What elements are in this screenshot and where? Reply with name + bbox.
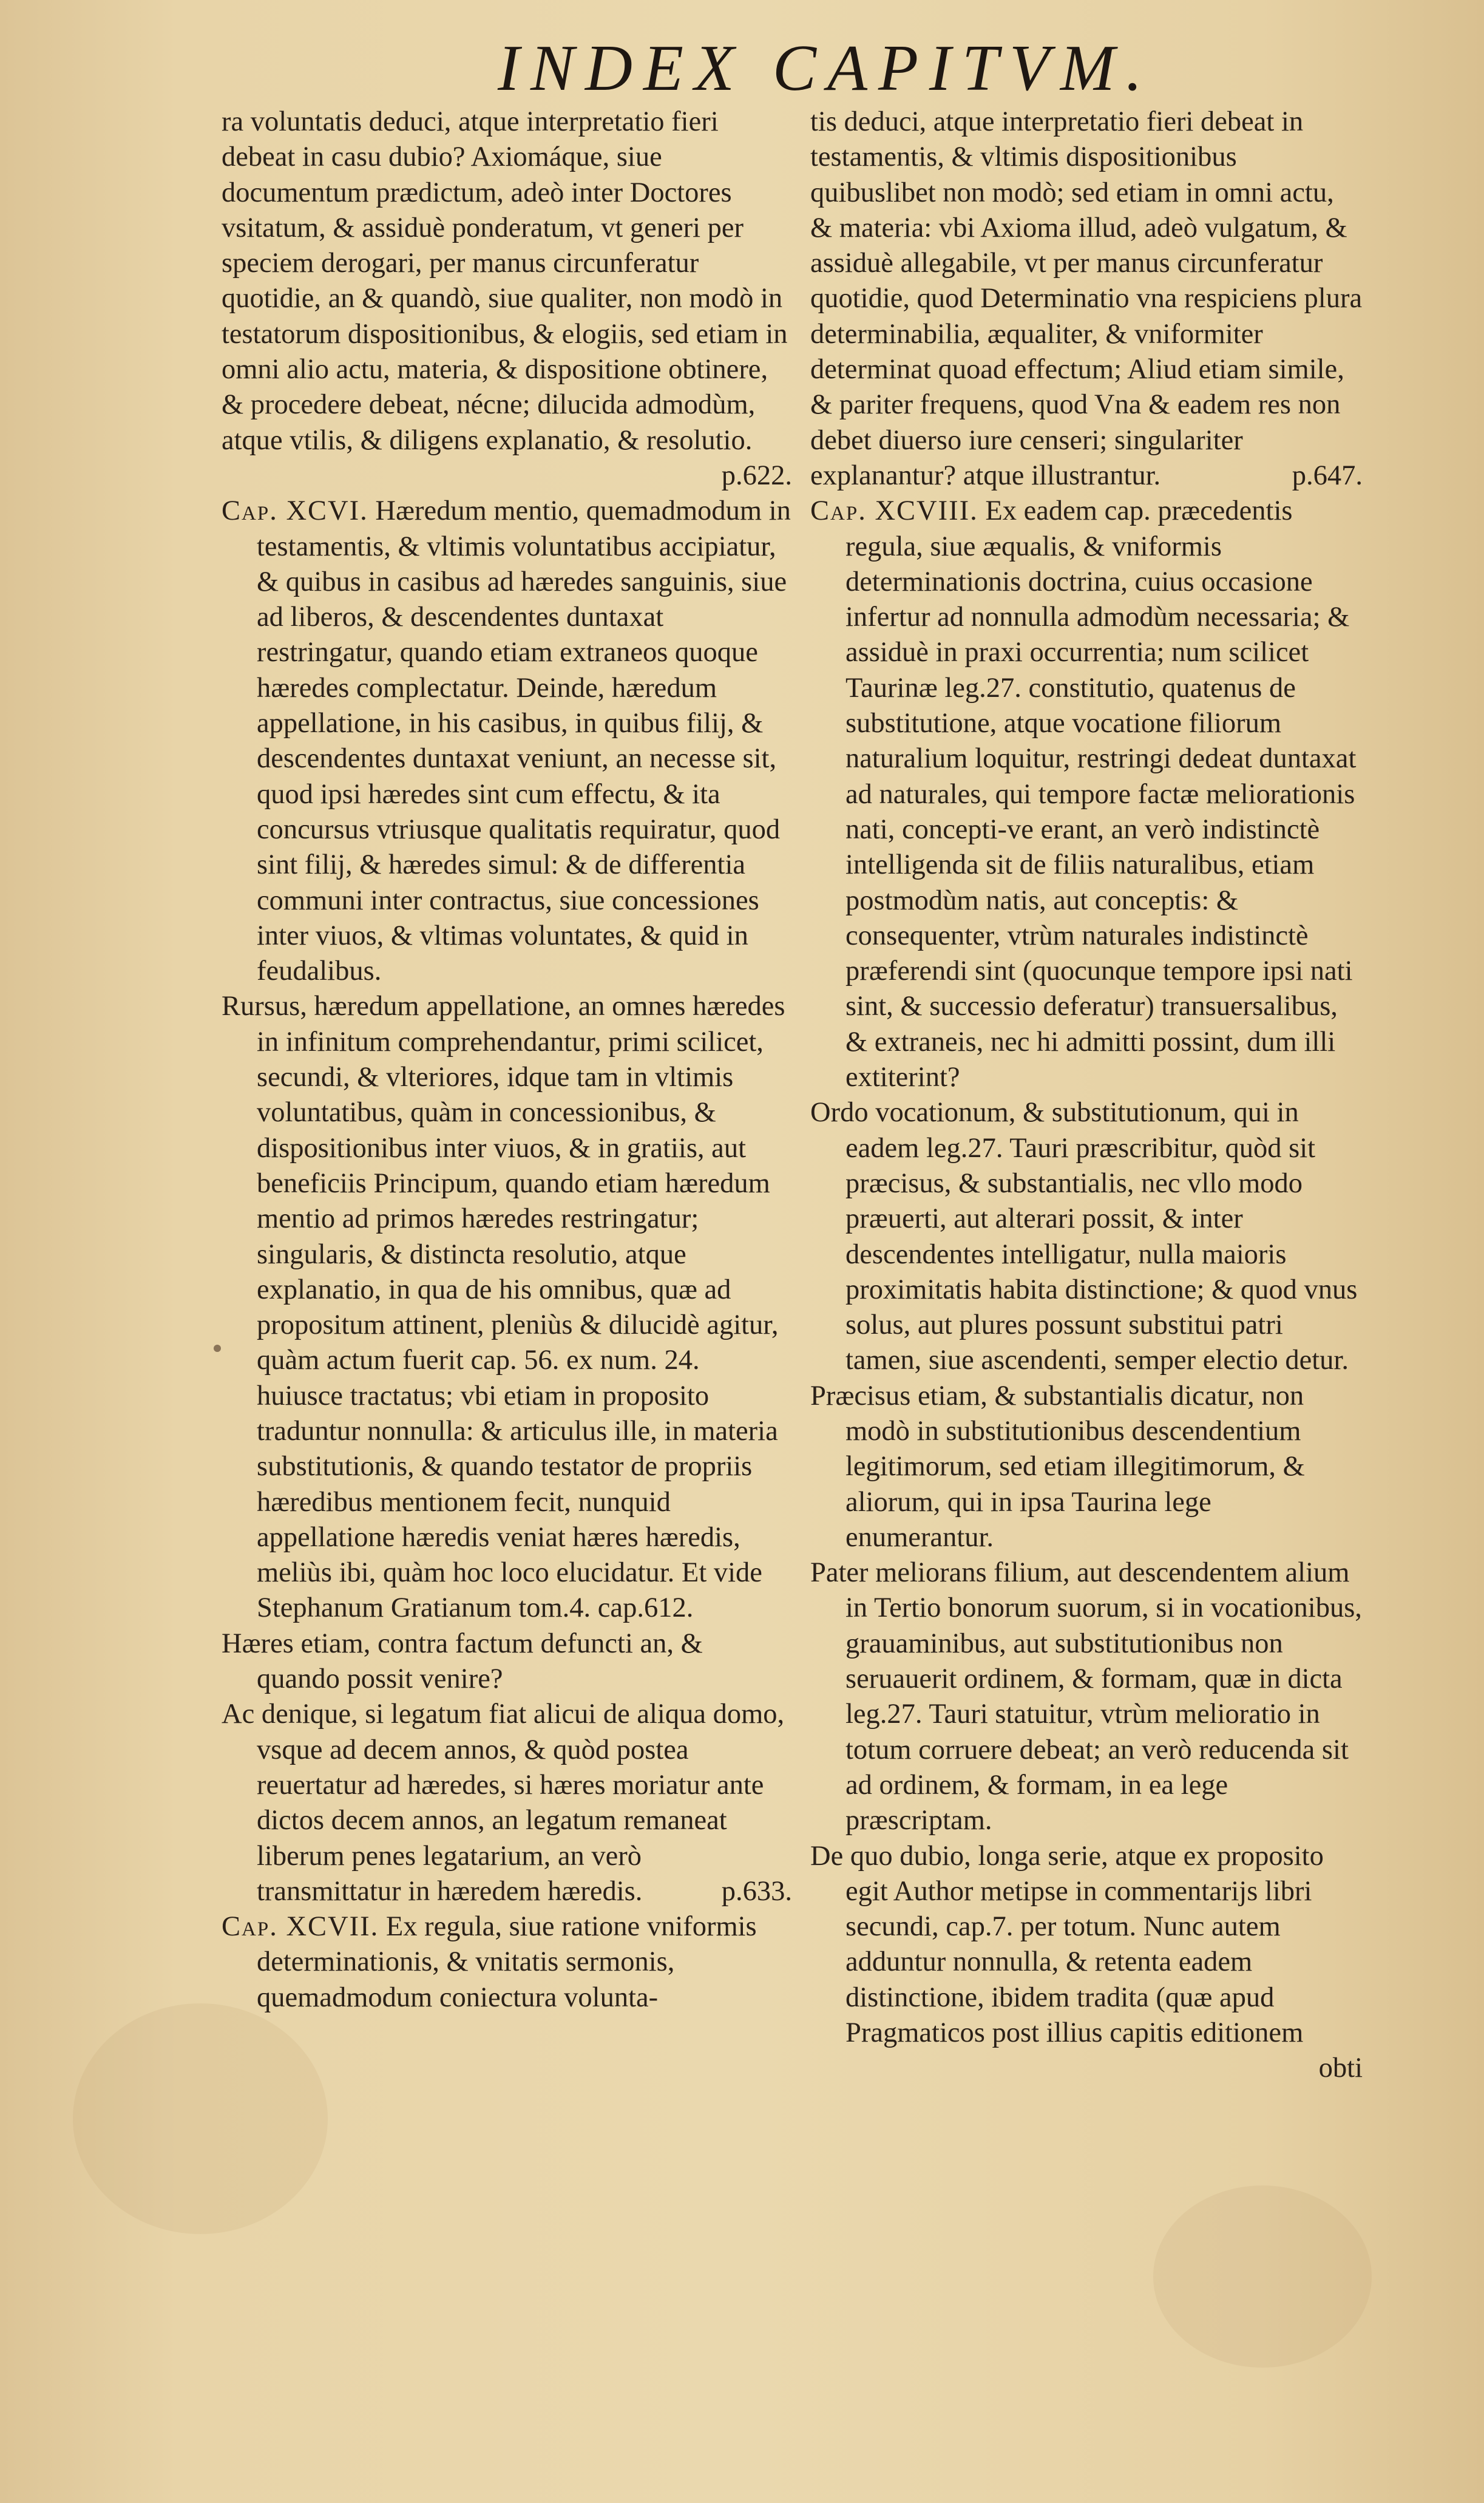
index-entry [222,1626,792,1697]
index-entry [222,104,792,491]
page-reference: p.647. [1292,460,1363,491]
chapter-label: Cap. XCVIII. [810,495,978,527]
catchword-text: obti [1318,2053,1363,2084]
entry-text: Ex eadem cap. præcedentis regula, siue æqualis, & vniformis determinationis doctrina, cuius occasione infertur ad nonnulla admodùm necessaria; & assiduè in praxi occurrentia; num scilicet Taurinæ leg.27. constitutio, quatenus de substitutione, atque vocatione filiorum naturalium loquitur, restringi dedeat duntaxat ad naturales, qui tempore factæ meliorationis nati, concepti-ve erant, an verò indistinctè intelligenda sit de filiis naturalibus, etiam postmodùm natis, aut conceptis: & consequenter, vtrùm naturales indistinctè præferendi sint (quocunque tempore ipsi nati sint, & successio deferatur) transuersalibus, & extraneis, nec hi admitti possint, dum illi extiterint? [845,495,1357,1093]
entry-text: Rursus, hæredum appellatione, an omnes hæredes in infinitum comprehendantur, primi scilicet, secundi, & vlteriores, idque tam in vltimis voluntatibus, quàm in concessionibus, & dispositionibus inter viuos, & in gratiis, aut beneficiis Principum, quando etiam hæredum mentio ad primos hæredes restringatur; singularis, & distincta resolutio, atque explanatio, in qua de his omnibus, quæ ad propositum attinent, pleniùs & dilucidè agitur, quàm actum fuerit cap. 56. ex num. 24. huiusce tractatus; vbi etiam in proposito traduntur nonnulla: & articulus ille, in materia substitutionis, & quando testator de propriis hæredibus mentionem fecit, nunquid appellatione hæredis veniat hæres hæredis, meliùs ibi, quàm hoc loco elucidatur. Et vide Stephanum Gratianum tom.4. cap.612. [222,991,785,1624]
entry-text: Ex regula, siue ratione vniformis determinationis, & vnitatis sermonis, quemadmodum coniectura volunta- [257,1911,757,2013]
entry-text: De quo dubio, longa serie, atque ex proposito egit Author metipse in commentarijs libri secundi, cap.7. per totum. Nunc autem adduntur nonnulla, & retenta eadem distinctione, ibidem tradita (quæ apud Pragmaticos post illius capitis editionem [810,1840,1324,2049]
left-column [222,104,792,2016]
paper-stain [73,2003,328,2234]
paper-stain [1153,2185,1372,2368]
page-title: INDEX CAPITVM. [498,32,1153,104]
index-entry [810,1555,1363,1838]
right-column [810,104,1363,2087]
index-entry [810,1095,1363,1378]
index-entry [810,494,1363,1095]
entry-text: tis deduci, atque interpretatio fieri debeat in testamentis, & vltimis dispositionibus quibuslibet non modò; sed etiam in omni actu, & materia: vbi Axioma illud, adeò vulgatum, & assiduè allegabile, vt per manus circunferatur quotidie, quod Determinatio vna respiciens plura determinabilia, æqualiter, & vniformiter determinat quoad effectum; Aliud etiam simile, & pariter frequens, quod Vna & eadem res non debet diuerso iure censeri; singulariter explanantur? atque illustrantur. [810,106,1363,491]
entry-text: Hæres etiam, contra factum defuncti an, & quando possit venire? [222,1628,703,1695]
index-entry [222,494,792,989]
index-entry [810,1379,1363,1555]
index-entry [222,989,792,1626]
index-entry [810,104,1363,494]
ink-dot [214,1345,221,1352]
chapter-label: Cap. XCVII. [222,1911,379,1943]
entry-text: Ordo vocationum, & substitutionum, qui in eadem leg.27. Tauri præscribitur, quòd sit præcisus, & substantialis, nec vllo modo præuerti, aut alterari possit, & inter descendentes intelligatur, nulla maioris proximitatis habita distinctione; & quod vnus solus, aut plures possunt substitui patri tamen, siue ascendenti, semper electio detur. [810,1097,1358,1376]
index-entry [810,1839,1363,2051]
page-reference: p.622. [721,460,792,491]
entry-text: Ac denique, si legatum fiat alicui de aliqua domo, vsque ad decem annos, & quòd postea reuertatur ad hæredes, si hæres moriatur ante dictos decem annos, an legatum remaneat liberum penes legatarium, an verò transmittatur in hæredem hæredis. [222,1699,785,1907]
catchword [810,2051,1363,2086]
index-entry [222,1909,792,2016]
page-reference: p.633. [721,1875,792,1907]
entry-text: Hæredum mentio, quemadmodum in testamentis, & vltimis voluntatibus accipiatur, & quibus in casibus ad hæredes sanguinis, siue ad liberos, & descendentes duntaxat restringatur, quando etiam extraneos quoque hæredes complectatur. Deinde, hæredum appellatione, in his casibus, in quibus filij, & descendentes duntaxat veniunt, an necesse sit, quod ipsi hæredes sint cum effectu, & ita concursus vtriusque qualitatis requiratur, quod sint filij, & hæredes simul: & de differentia communi inter contractus, siue concessiones inter viuos, & vltimas voluntates, & quid in feudalibus. [257,495,791,987]
entry-text: ra voluntatis deduci, atque interpretatio fieri debeat in casu dubio? Axiomáque, siue documentum prædictum, adeò inter Doctores vsitatum, & assiduè ponderatum, vt generi per speciem derogari, per manus circunferatur quotidie, an & quandò, siue qualiter, non modò in testatorum dispositionibus, & elogiis, sed etiam in omni alio actu, materia, & dispositione obtinere, & procedere debeat, nécne; dilucida admodùm, atque vtilis, & diligens explanatio, & resolutio. [222,106,788,456]
entry-text: Præcisus etiam, & substantialis dicatur, non modò in substitutionibus descendentium legitimorum, sed etiam illegitimorum, & aliorum, qui in ipsa Taurina lege enumerantur. [810,1380,1305,1553]
entry-text: Pater meliorans filium, aut descendentem alium in Tertio bonorum suorum, si in vocationibus, grauaminibus, aut substitutionibus non seruauerit ordinem, & formam, quæ in dicta leg.27. Tauri statuitur, vtrùm melioratio in totum corruere debeat; an verò reducenda sit ad ordinem, & formam, in ea lege præscriptam. [810,1557,1362,1836]
index-entry [222,1697,792,1909]
chapter-label: Cap. XCVI. [222,495,368,527]
